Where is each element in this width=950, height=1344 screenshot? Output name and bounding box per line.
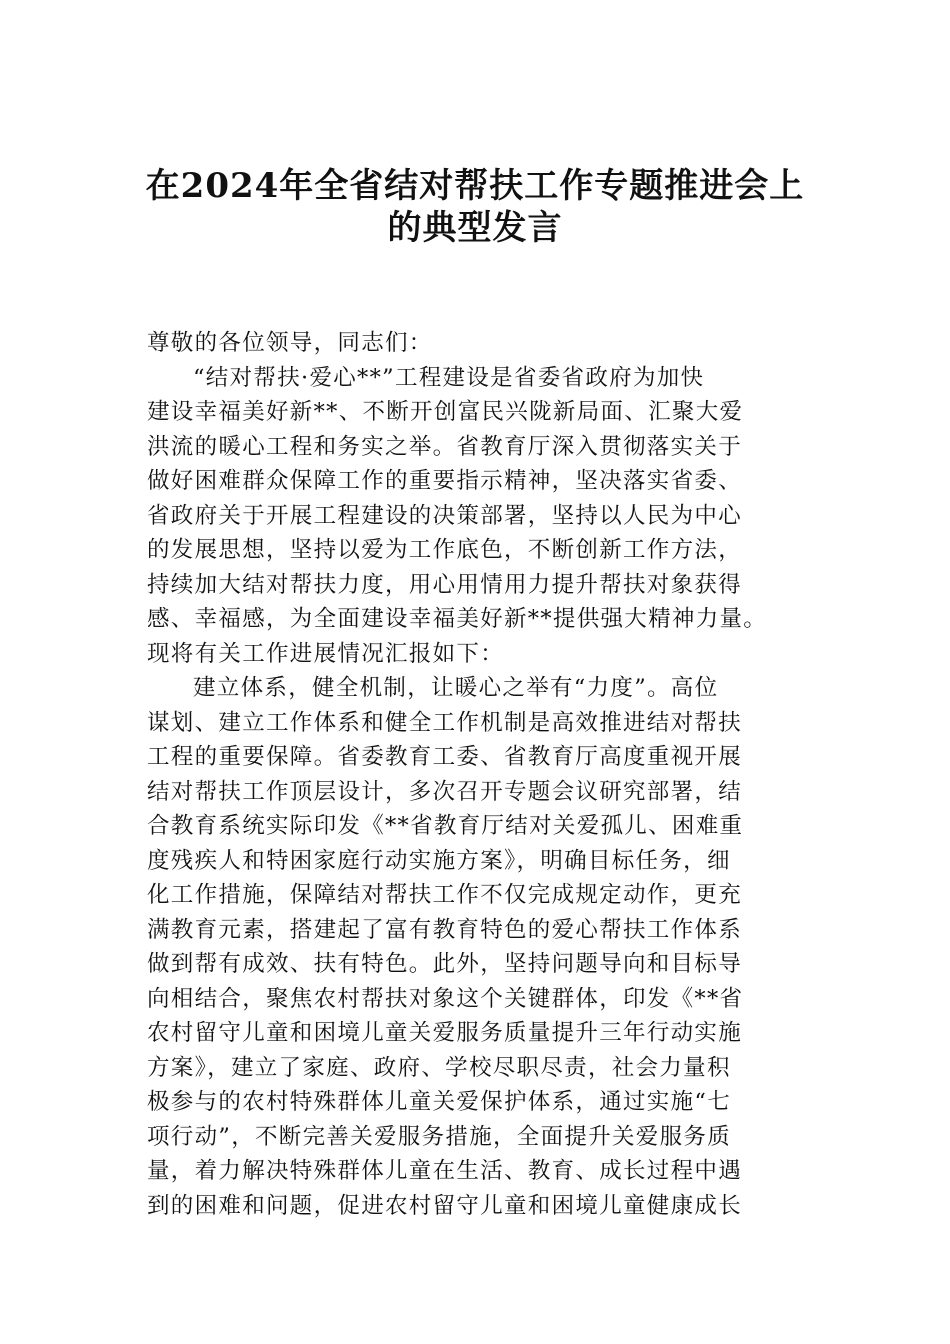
body-line: 建设幸福美好新**、不断开创富民兴陇新局面、汇聚大爱 <box>147 399 744 425</box>
body-line: 的发展思想，坚持以爱为工作底色，不断创新工作方法， <box>147 537 743 563</box>
body-line: 做好困难群众保障工作的重要指示精神，坚决落实省委、 <box>147 468 743 494</box>
body-line: 极参与的农村特殊群体儿童关爱保护体系，通过实施“七 <box>147 1089 732 1115</box>
body-line: 做到帮有成效、扶有特色。此外，坚持问题导向和目标导 <box>147 951 743 977</box>
body-line: 谋划、建立工作体系和健全工作机制是高效推进结对帮扶 <box>147 709 743 736</box>
body-line: 持续加大结对帮扶力度，用心用情用力提升帮扶对象获得 <box>147 571 743 598</box>
body-line: 感、幸福感，为全面建设幸福美好新**提供强大精神力量。 <box>147 606 768 632</box>
body-line: “结对帮扶·爱心**”工程建设是省委省政府为加快 <box>193 364 705 391</box>
body-line: 合教育系统实际印发《**省教育厅结对关爱孤儿、困难重 <box>147 813 744 839</box>
body-line: 度残疾人和特困家庭行动实施方案》，明确目标任务，细 <box>147 847 731 874</box>
body-line: 建立体系，健全机制，让暖心之举有“力度”。高位 <box>193 675 719 701</box>
body-line: 量，着力解决特殊群体儿童在生活、教育、成长过程中遇 <box>147 1158 743 1184</box>
document-title-line-1: 在2024年全省结对帮扶工作专题推进会上 <box>145 166 805 206</box>
body-line: 现将有关工作进展情况汇报如下： <box>147 640 505 667</box>
body-line: 满教育元素，搭建起了富有教育特色的爱心帮扶工作体系 <box>147 916 743 943</box>
salutation: 尊敬的各位领导，同志们： <box>147 330 433 356</box>
body-line: 方案》，建立了家庭、政府、学校尽职尽责，社会力量积 <box>147 1054 731 1081</box>
body-line: 洪流的暖心工程和务实之举。省教育厅深入贯彻落实关于 <box>147 433 743 460</box>
document-title-line-2: 的典型发言 <box>387 208 563 248</box>
body-line: 省政府关于开展工程建设的决策部署，坚持以人民为中心 <box>147 502 743 529</box>
body-line: 项行动”，不断完善关爱服务措施，全面提升关爱服务质 <box>147 1123 732 1150</box>
body-line: 到的困难和问题，促进农村留守儿童和困境儿童健康成长 <box>147 1192 743 1219</box>
body-line: 结对帮扶工作顶层设计，多次召开专题会议研究部署，结 <box>147 778 743 805</box>
body-line: 化工作措施，保障结对帮扶工作不仅完成规定动作，更充 <box>147 882 743 908</box>
body-line: 工程的重要保障。省委教育工委、省教育厅高度重视开展 <box>147 744 743 770</box>
document-body <box>147 326 827 1223</box>
body-line: 向相结合，聚焦农村帮扶对象这个关键群体，印发《**省 <box>147 985 744 1012</box>
body-line: 农村留守儿童和困境儿童关爱服务质量提升三年行动实施 <box>147 1020 743 1046</box>
